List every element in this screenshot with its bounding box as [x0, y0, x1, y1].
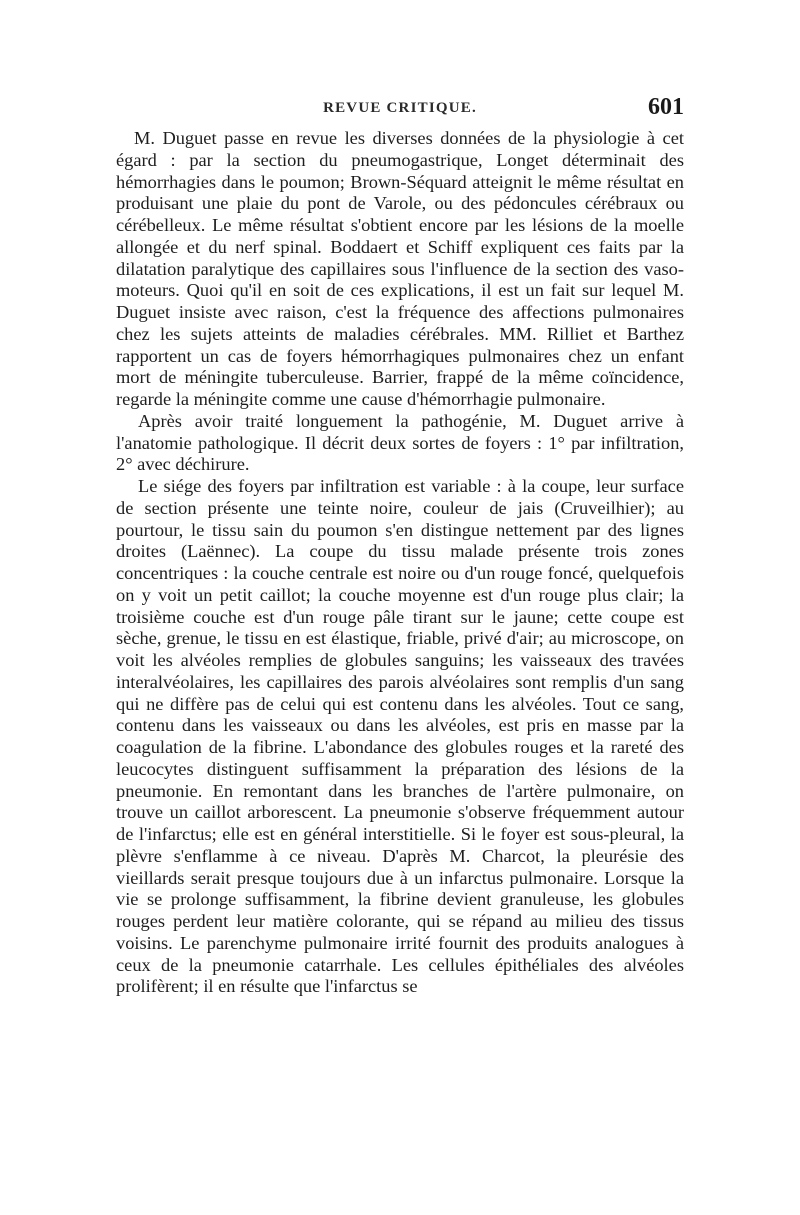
paragraph-infiltration: Le siége des foyers par infiltration est variable : à la coupe, leur surface de section présente une teinte noire, couleur de jais (Cruveilhier); au pourtour, le tissu sain du poumon s'en distingue nettement par des lignes droites (Laënnec). La coupe du tissu malade présente trois zones concentriques : la couche centrale est noire ou d'un rouge foncé, quelquefois on y voit un petit caillot; la couche moyenne est d'un rouge plus clair; la troisième couche est d'un rouge pâle tirant sur le jaune; cette coupe est sèche, grenue, le tissu en est élastique, friable, privé d'air; au microscope, on voit les alvéoles remplies de globules sanguins; les vaisseaux des travées interalvéolaires, les capillaires des parois alvéolaires sont remplis d'un sang qui ne diffère pas de celui qui est contenu dans les alvéoles. Tout ce sang, contenu dans les vaisseaux ou dans les alvéoles, est pris en masse par la coagulation de la fibrine. L'abondance des globules rouges et la rareté des leucocytes distinguent suffisamment la préparation des lésions de la pneumonie. En remontant dans les branches de l'artère pulmonaire, on trouve un caillot arborescent. La pneumonie s'observe fréquemment autour de l'infarctus; elle est en général interstitielle. Si le foyer est sous-pleural, la plèvre s'enflamme à ce niveau. D'après M. Charcot, la pleurésie des vieillards serait presque toujours due à un infarctus pulmonaire. Lorsque la vie se prolonge suffisamment, la fibrine devient granuleuse, les globules rouges perdent leur matière colorante, qui se répand au milieu des tissus voisins. Le parenchyme pulmonaire irrité fournit des produits analogues à ceux de la pneumonie catarrhale. Les cellules épithéliales des alvéoles prolifèrent; il en résulte que l'infarctus se [116, 476, 684, 997]
book-page [116, 94, 684, 998]
paragraph-physiology: M. Duguet passe en revue les diverses données de la physiologie à cet égard : par la section du pneumogastrique, Longet déterminait des hémorrhagies dans le poumon; Brown-Séquard atteignit le même résultat en produisant une plaie du pont de Varole, ou des pédoncules cérébraux ou cérébelleux. Le même résultat s'obtient encore par les lésions de la moelle allongée et du nerf spinal. Boddaert et Schiff expliquent ces faits par la dilatation paralytique des capillaires sous l'influence de la section des vaso-moteurs. Quoi qu'il en soit de ces explications, il est un fait sur lequel M. Duguet insiste avec raison, c'est la fréquence des affections pulmonaires chez les sujets atteints de maladies cérébrales. MM. Rilliet et Barthez rapportent un cas de foyers hémorrhagiques pulmonaires chez un enfant mort de méningite tuberculeuse. Barrier, frappé de la même coïncidence, regarde la méningite comme une cause d'hémorrhagie pulmonaire. [116, 128, 684, 409]
running-title: REVUE CRITIQUE. [323, 100, 477, 116]
running-header [116, 94, 684, 124]
page-number: 601 [648, 94, 684, 120]
paragraph-anatomy: Après avoir traité longuement la pathogénie, M. Duguet arrive à l'anatomie pathologique. Il décrit deux sortes de foyers : 1° par infiltration, 2° avec déchirure. [116, 410, 684, 475]
body-text [116, 128, 684, 998]
